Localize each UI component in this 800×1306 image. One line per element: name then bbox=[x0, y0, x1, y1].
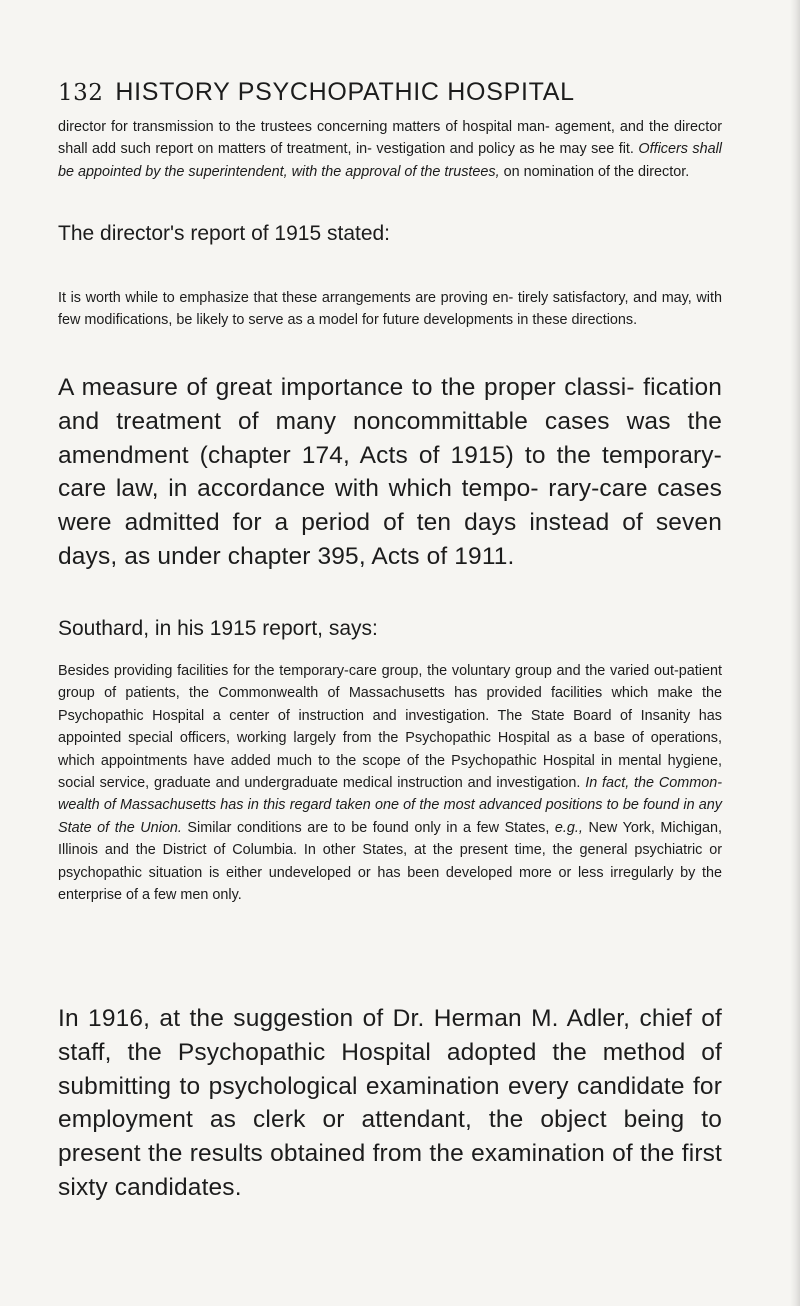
italic-commonwealth-position: In fact, the Common- wealth of Massachusetts has in this regard taken one of the most advanced positions to be found in any State of the Union. bbox=[58, 775, 722, 836]
paragraph-psychological-examination: In 1916, at the suggestion of Dr. Herman M. Adler, chief of staff, the Psychopathic Hospital adopted the method of submitting to psychological examination every candidate for employment as clerk or attendant, the object being to present the results obtained from the examination of the first sixty candidates. bbox=[58, 1005, 722, 1201]
paragraph-text: director for transmission to the trustees concerning matters of hospital man- agement, and the director shall add such report on matters of treatment, in- vestigation and policy as he may see fit. bbox=[58, 119, 722, 158]
page-number: 132 bbox=[58, 80, 104, 106]
paragraph-director-transmission bbox=[58, 116, 722, 183]
quote-southard-report bbox=[58, 660, 722, 906]
page-header bbox=[58, 78, 758, 107]
italic-officers-appointment: Officers shall be appointed by the superintendent, with the approval of the trustees, bbox=[58, 141, 723, 180]
page-edge-shadow bbox=[790, 0, 800, 1306]
paragraph-southard-intro: Southard, in his 1915 report, says: bbox=[58, 617, 378, 640]
quote-arrangements-satisfactory: It is worth while to emphasize that these arrangements are proving en- tirely satisfactory, and may, with few modifications, be likely to serve as a model for future developments in these directions. bbox=[58, 290, 722, 329]
running-title: HISTORY PSYCHOPATHIC HOSPITAL bbox=[115, 78, 575, 106]
paragraph-temporary-care-amendment: A measure of great importance to the proper classi- fication and treatment of many noncommittable cases was the amendment (chapter 174, Acts of 1915) to the temporary-care law, in accordance with which tempo- rary-care cases were admitted for a period of ten days instead of seven days, as under chapter 395, Acts of 1911. bbox=[58, 374, 722, 570]
paragraph-text: New York, Michigan, Illinois and the District of Columbia. In other States, at the present time, the general psychiatric or psychopathic situation is either undeveloped or has been developed more or less irregularly by the enterprise of a few men only. bbox=[58, 819, 722, 904]
paragraph-text: on nomination of the director. bbox=[499, 163, 690, 180]
paragraph-director-report-intro: The director's report of 1915 stated: bbox=[58, 222, 391, 245]
paragraph-text: Similar conditions are to be found only in a few States, bbox=[181, 819, 555, 836]
paragraph-text: Besides providing facilities for the temporary-care group, the voluntary group and the varied out-patient group of patients, the Commonwealth of Massachusetts has provided facilities which make the Psychopathic Hospital a center of instruction and investigation. The State Board of Insanity has appointed special officers, working largely from the Psychopathic Hospital as a base of operations, which appointments have added much to the scope of the Psychopathic Hospital in mental hygiene, social service, graduate and undergraduate medical instruction and investigation. bbox=[58, 663, 722, 792]
italic-eg: e.g., bbox=[554, 819, 583, 836]
